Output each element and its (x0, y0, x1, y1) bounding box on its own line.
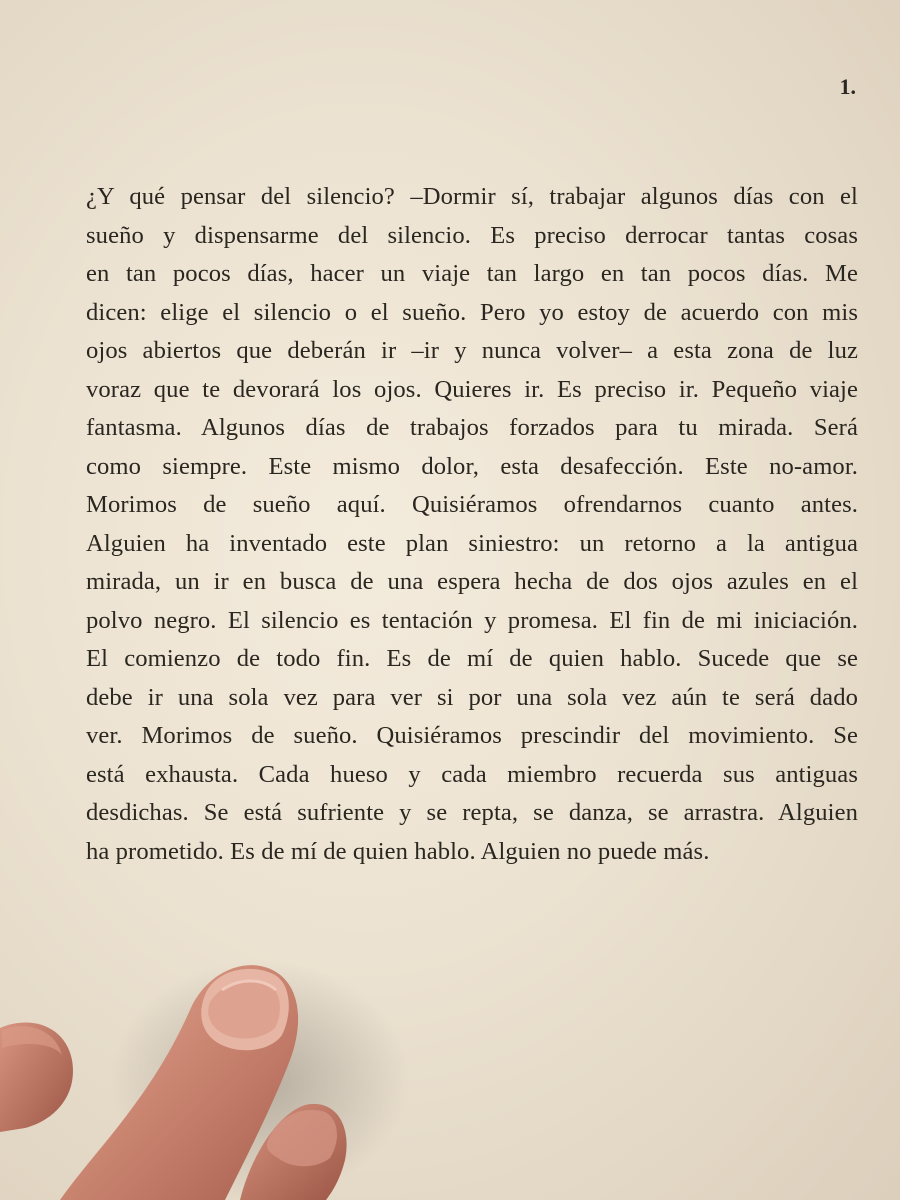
text-line: sueño y dispensarme del silencio. Es preciso derrocar tantas cosas (86, 221, 858, 249)
text-line: Alguien ha inventado este plan siniestro: un retorno a la antigua (86, 529, 858, 557)
text-line: ha prometido. Es de mí de quien hablo. Alguien no puede más. (86, 837, 710, 865)
text-line: Morimos de sueño aquí. Quisiéramos ofrendarnos cuanto antes. (86, 491, 858, 518)
text-line: como siempre. Este mismo dolor, esta desafección. Este no-amor. (86, 452, 858, 480)
left-finger-shape (0, 1023, 73, 1132)
text-line: mirada, un ir en busca de una espera hecha de dos ojos azules en el (86, 568, 858, 595)
text-line: ver. Morimos de sueño. Quisiéramos prescindir del movimiento. Se (86, 722, 858, 749)
page-number: 1. (839, 74, 856, 99)
finger-shadow (110, 960, 410, 1200)
text-line: ojos abiertos que deberán ir –ir y nunca volver– a esta zona de luz (86, 337, 858, 364)
text-line: El comienzo de todo fin. Es de mí de quien hablo. Sucede que se (86, 645, 858, 672)
text-line: polvo negro. El silencio es tentación y promesa. El fin de mi iniciación. (86, 606, 858, 634)
text-line: está exhausta. Cada hueso y cada miembro recuerda sus antiguas (86, 760, 858, 788)
text-line: voraz que te devorará los ojos. Quieres ir. Es preciso ir. Pequeño viaje (86, 375, 858, 403)
middle-finger-shape (240, 1104, 347, 1200)
text-line: desdichas. Se está sufriente y se repta, se danza, se arrastra. Alguien (86, 799, 858, 826)
text-line: ¿Y qué pensar del silencio? –Dormir sí, trabajar algunos días con el (86, 183, 858, 210)
body-paragraph (86, 178, 858, 871)
text-line: debe ir una sola vez para ver si por una sola vez aún te será dado (86, 683, 858, 711)
index-finger-shape (60, 965, 298, 1200)
text-line: dicen: elige el silencio o el sueño. Pero yo estoy de acuerdo con mis (86, 298, 858, 326)
text-line: fantasma. Algunos días de trabajos forzados para tu mirada. Será (86, 414, 858, 441)
text-line: en tan pocos días, hacer un viaje tan largo en tan pocos días. Me (86, 260, 858, 287)
